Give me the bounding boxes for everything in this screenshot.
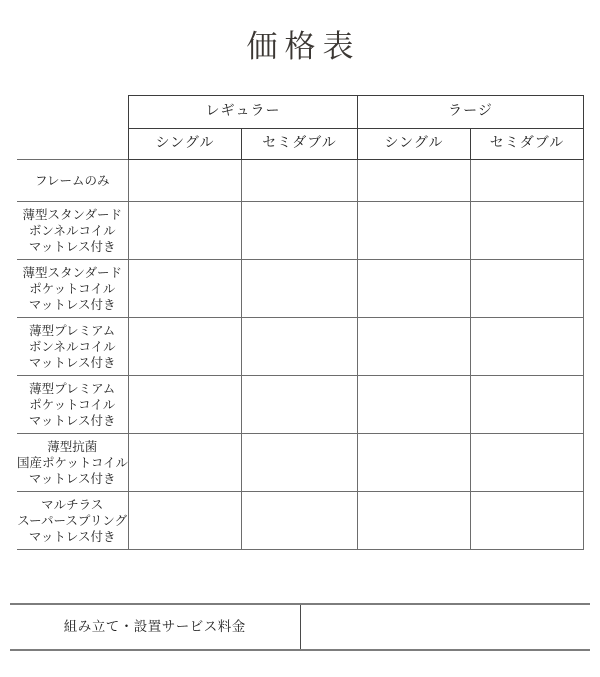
row-label-line: ボンネルコイル xyxy=(28,339,116,354)
price-cell[interactable] xyxy=(128,376,241,434)
price-cell[interactable] xyxy=(241,492,357,550)
row-label-line: マルチラス xyxy=(41,497,104,512)
row-label-thin-premium-pocket xyxy=(17,376,128,434)
price-cell[interactable] xyxy=(357,202,470,260)
header-size-large-single: シングル xyxy=(357,129,470,160)
row-label-thin-standard-bonnell xyxy=(17,202,128,260)
price-cell[interactable] xyxy=(241,260,357,318)
price-cell[interactable] xyxy=(470,434,583,492)
price-cell[interactable] xyxy=(357,376,470,434)
price-cell[interactable] xyxy=(241,202,357,260)
table-row xyxy=(17,260,583,318)
row-label-line: マットレス付き xyxy=(28,239,116,254)
price-cell[interactable] xyxy=(241,376,357,434)
table-row xyxy=(17,376,583,434)
row-label-line: 国産ポケットコイル xyxy=(17,455,129,470)
header-size-regular-semidouble: セミダブル xyxy=(241,129,357,160)
price-cell[interactable] xyxy=(470,260,583,318)
row-label-line: フレームのみ xyxy=(34,173,110,188)
row-label-frame-only xyxy=(17,160,128,202)
header-size-regular-single: シングル xyxy=(128,129,241,160)
table-row xyxy=(17,492,583,550)
price-cell[interactable] xyxy=(241,434,357,492)
row-label-line: 薄型抗菌 xyxy=(47,439,98,454)
header-group-large: ラージ xyxy=(357,96,583,129)
row-label-line: 薄型スタンダード xyxy=(22,265,122,280)
row-label-line: マットレス付き xyxy=(28,413,116,428)
header-group-regular: レギュラー xyxy=(128,96,357,129)
table-corner-cell-2 xyxy=(17,129,128,160)
header-group-row xyxy=(17,96,583,129)
price-cell[interactable] xyxy=(357,434,470,492)
service-fee-label: 組み立て・設置サービス料金 xyxy=(10,604,300,650)
row-label-line: ポケットコイル xyxy=(29,281,116,296)
price-cell[interactable] xyxy=(357,492,470,550)
row-label-line: スーパースプリング xyxy=(17,513,128,528)
row-label-line: 薄型スタンダード xyxy=(22,207,122,222)
price-cell[interactable] xyxy=(128,318,241,376)
page-title: 価格表 xyxy=(246,29,361,64)
row-label-line: マットレス付き xyxy=(28,355,116,370)
price-cell[interactable] xyxy=(357,260,470,318)
price-table-body xyxy=(17,160,583,550)
row-label-multilas-super-spring xyxy=(17,492,128,550)
row-label-line: 薄型プレミアム xyxy=(29,323,116,338)
table-corner-cell xyxy=(17,96,128,129)
price-cell[interactable] xyxy=(128,260,241,318)
price-cell[interactable] xyxy=(470,202,583,260)
service-fee-value[interactable] xyxy=(300,604,590,650)
price-cell[interactable] xyxy=(357,160,470,202)
header-size-row xyxy=(17,129,583,160)
row-label-line: マットレス付き xyxy=(28,471,116,486)
row-label-thin-premium-bonnell xyxy=(17,318,128,376)
price-cell[interactable] xyxy=(128,202,241,260)
price-cell[interactable] xyxy=(128,434,241,492)
price-cell[interactable] xyxy=(470,318,583,376)
price-cell[interactable] xyxy=(470,160,583,202)
table-row xyxy=(17,434,583,492)
header-size-large-semidouble: セミダブル xyxy=(470,129,583,160)
price-cell[interactable] xyxy=(241,318,357,376)
price-cell[interactable] xyxy=(128,160,241,202)
row-label-line: 薄型プレミアム xyxy=(29,381,116,396)
price-cell[interactable] xyxy=(128,492,241,550)
row-label-thin-standard-pocket xyxy=(17,260,128,318)
row-label-thin-antibacterial-domestic-pocket xyxy=(17,434,128,492)
table-row xyxy=(17,202,583,260)
price-cell[interactable] xyxy=(470,492,583,550)
price-cell[interactable] xyxy=(357,318,470,376)
price-table-head xyxy=(17,96,583,160)
row-label-line: マットレス付き xyxy=(28,297,116,312)
row-label-line: マットレス付き xyxy=(28,529,116,544)
service-fee-table xyxy=(10,603,590,651)
row-label-line: ボンネルコイル xyxy=(28,223,116,238)
price-table xyxy=(17,95,584,550)
service-fee-row xyxy=(10,604,590,650)
price-cell[interactable] xyxy=(241,160,357,202)
row-label-line: ポケットコイル xyxy=(29,397,116,412)
table-row xyxy=(17,160,583,202)
price-cell[interactable] xyxy=(470,376,583,434)
table-row xyxy=(17,318,583,376)
